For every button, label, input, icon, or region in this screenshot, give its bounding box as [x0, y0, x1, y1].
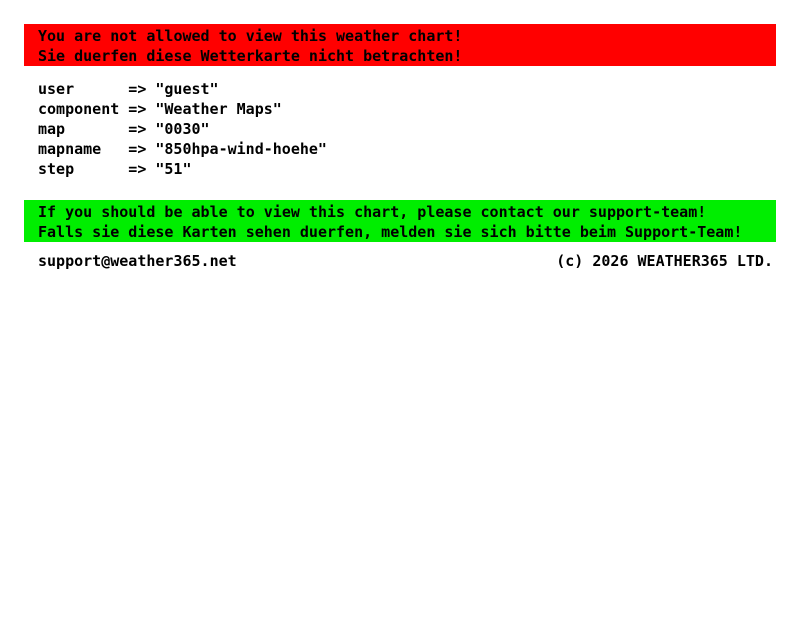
request-value: "0030" — [155, 120, 210, 138]
arrow: => — [128, 120, 147, 138]
copyright: (c) 2026 WEATHER365 LTD. — [556, 252, 773, 270]
request-key: step — [38, 160, 75, 178]
request-info-row-map — [38, 119, 776, 139]
access-denied-page — [24, 24, 776, 271]
request-key: user — [38, 80, 75, 98]
request-info-row-component — [38, 99, 776, 119]
arrow: => — [128, 140, 147, 158]
footer — [24, 251, 776, 271]
arrow: => — [128, 100, 147, 118]
arrow: => — [128, 160, 147, 178]
request-info-row-mapname — [38, 139, 776, 159]
error-line-german: Sie duerfen diese Wetterkarte nicht betrachten! — [38, 47, 463, 65]
arrow: => — [128, 80, 147, 98]
support-banner — [24, 200, 776, 242]
request-key: map — [38, 120, 66, 138]
error-banner — [24, 24, 776, 66]
request-info — [38, 79, 776, 179]
support-line-german: Falls sie diese Karten sehen duerfen, melden sie sich bitte beim Support-Team! — [38, 223, 743, 241]
request-value: "guest" — [155, 80, 219, 98]
request-info-row-user — [38, 79, 776, 99]
request-key: mapname — [38, 140, 102, 158]
request-value: "850hpa-wind-hoehe" — [155, 140, 327, 158]
support-email: support@weather365.net — [38, 252, 237, 270]
error-line-english: You are not allowed to view this weather chart! — [38, 27, 463, 45]
request-info-row-step — [38, 159, 776, 179]
request-value: "Weather Maps" — [155, 100, 282, 118]
support-line-english: If you should be able to view this chart, please contact our support-team! — [38, 203, 707, 221]
request-value: "51" — [155, 160, 192, 178]
request-key: component — [38, 100, 120, 118]
